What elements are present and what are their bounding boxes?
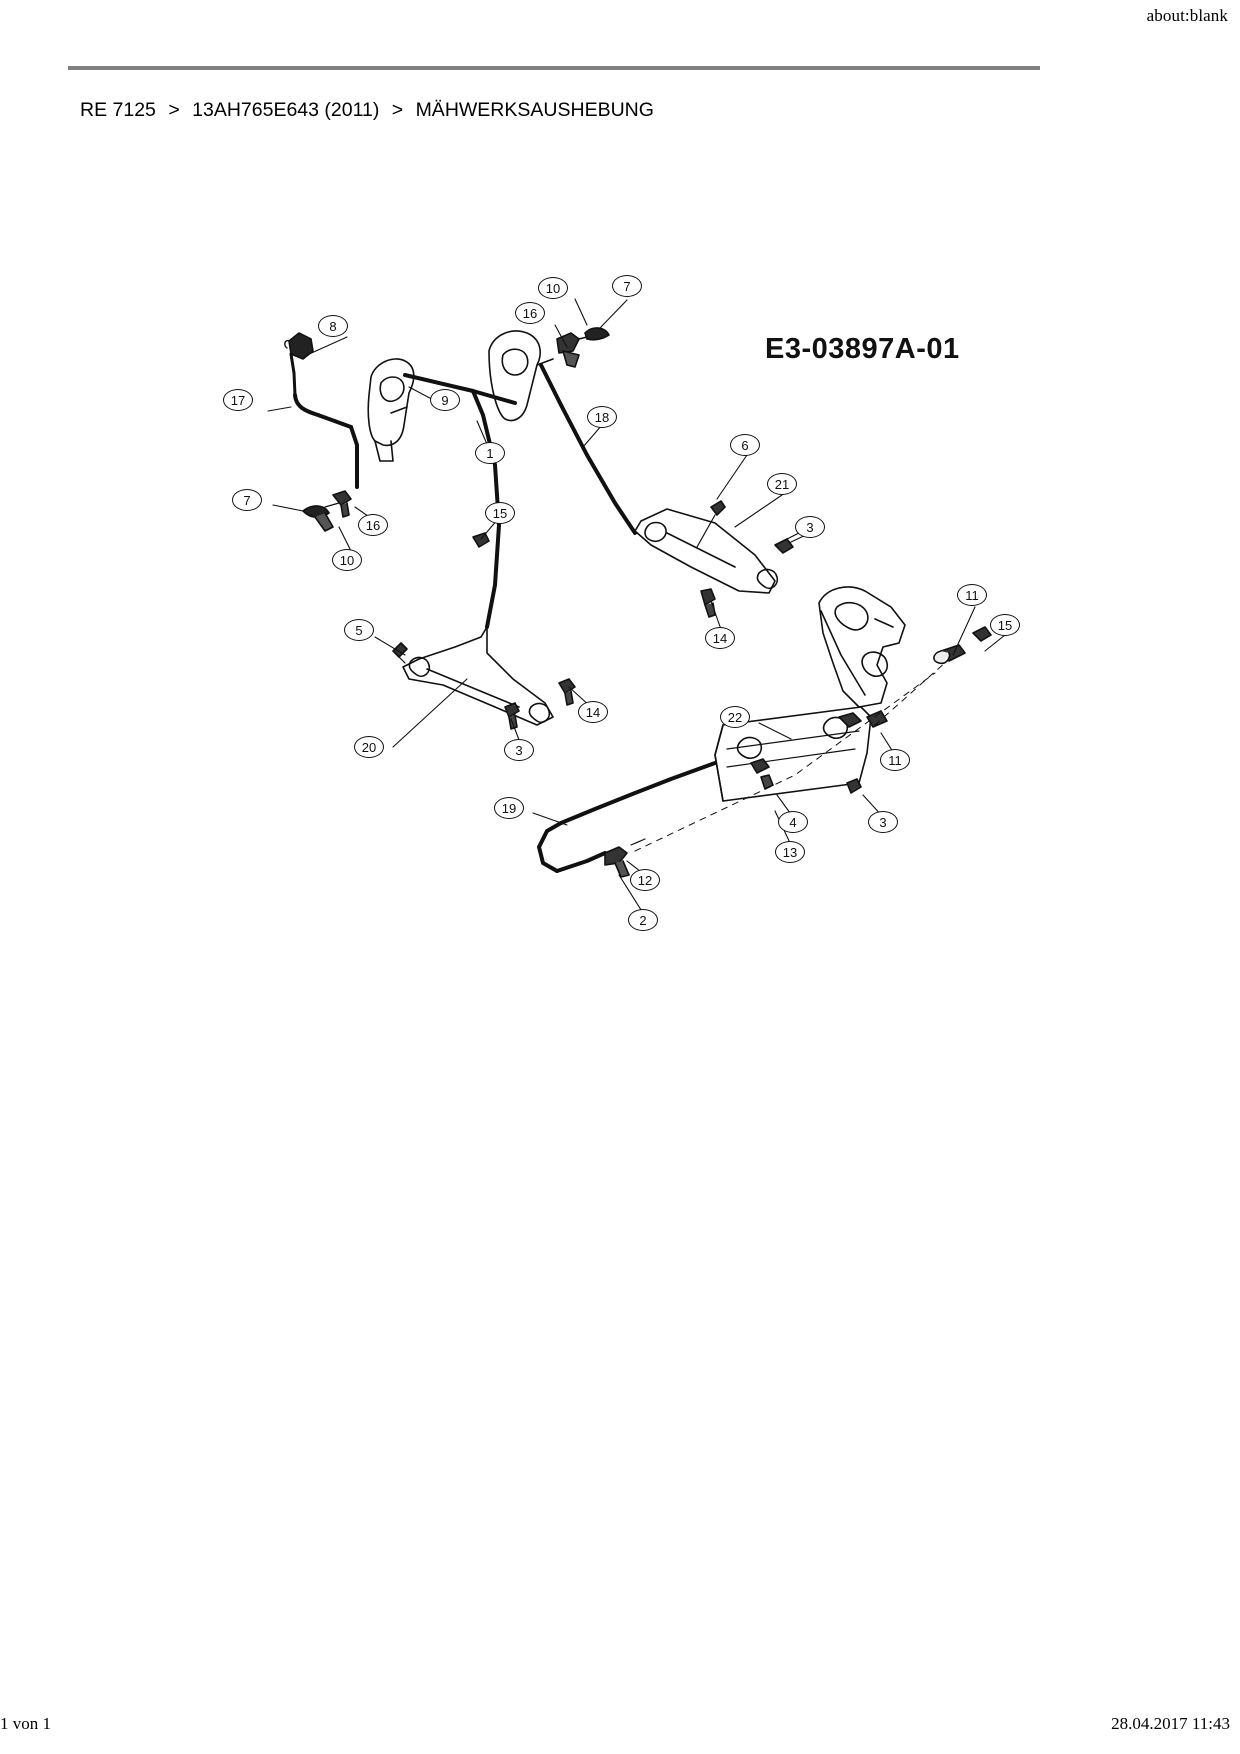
callout-20[interactable]: 20 [354,736,384,758]
header-divider [68,66,1040,70]
callout-2[interactable]: 2 [628,909,658,931]
callout-10-left[interactable]: 10 [332,549,362,571]
callout-13[interactable]: 13 [775,841,805,863]
callout-22[interactable]: 22 [720,706,750,728]
callout-18[interactable]: 18 [587,406,617,428]
callout-16-left[interactable]: 16 [358,514,388,536]
page-indicator: 1 von 1 [0,1714,51,1733]
parts-diagram [75,255,1040,945]
callout-21[interactable]: 21 [767,473,797,495]
callout-16[interactable]: 16 [515,302,545,324]
callout-1[interactable]: 1 [475,442,505,464]
callout-3-lower[interactable]: 3 [868,811,898,833]
callout-3[interactable]: 3 [795,516,825,538]
callout-7-left[interactable]: 7 [232,489,262,511]
callout-7[interactable]: 7 [612,275,642,297]
callout-19[interactable]: 19 [494,797,524,819]
breadcrumb-item-assembly[interactable]: MÄHWERKSAUSHEBUNG [415,99,654,121]
breadcrumb-item-serial[interactable]: 13AH765E643 (2011) [192,99,380,121]
callout-8[interactable]: 8 [318,315,348,337]
breadcrumb [80,99,654,122]
callout-3-left[interactable]: 3 [504,739,534,761]
drawing-code-label: E3-03897A-01 [765,333,960,365]
callout-15-right[interactable]: 15 [990,614,1020,636]
callout-10[interactable]: 10 [538,277,568,299]
callout-6[interactable]: 6 [730,434,760,456]
print-timestamp: 28.04.2017 11:43 [1111,1714,1230,1733]
breadcrumb-item-model[interactable]: RE 7125 [80,99,156,121]
callout-11[interactable]: 11 [957,584,987,606]
breadcrumb-separator: > [391,99,404,121]
browser-address-text: about:blank [1146,6,1228,25]
callout-17[interactable]: 17 [223,389,253,411]
callout-12[interactable]: 12 [630,869,660,891]
callout-11-lower[interactable]: 11 [880,749,910,771]
breadcrumb-separator: > [168,99,180,121]
callout-15[interactable]: 15 [485,502,515,524]
callout-9[interactable]: 9 [430,389,460,411]
callout-14-right[interactable]: 14 [705,627,735,649]
callout-4[interactable]: 4 [778,811,808,833]
callout-5[interactable]: 5 [344,619,374,641]
callout-14-left[interactable]: 14 [578,701,608,723]
